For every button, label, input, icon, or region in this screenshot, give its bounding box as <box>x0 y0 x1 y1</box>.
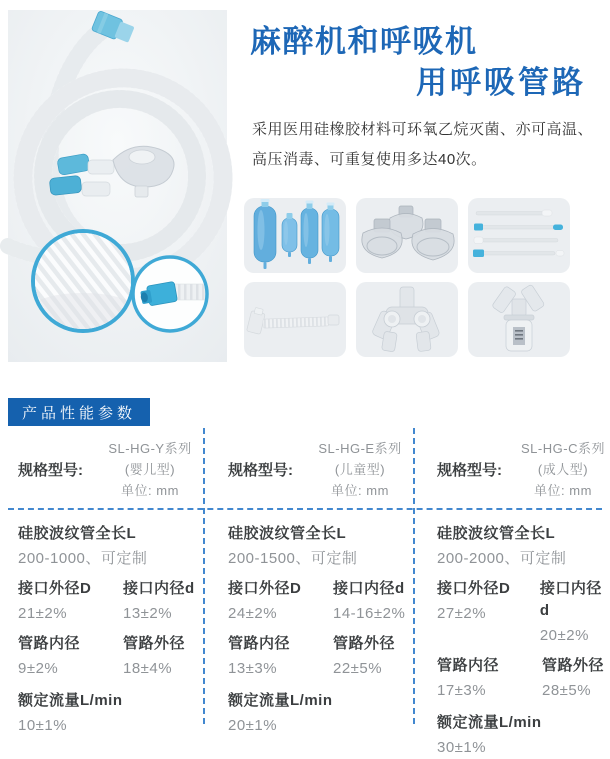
id-label: 接口内径d <box>333 580 405 597</box>
thumbnail-water-trap <box>468 282 570 357</box>
spec-column-adult <box>413 428 610 759</box>
od-value: 27±2% <box>437 605 487 622</box>
length-value: 200-1000、可定制 <box>18 550 148 567</box>
id-value: 13±2% <box>123 605 173 622</box>
tube-id-label: 管路内径 <box>18 635 81 652</box>
accessory-thumbnails <box>244 198 570 357</box>
length-label: 硅胶波纹管全长L <box>437 525 556 542</box>
thumbnail-y-piece <box>356 282 458 357</box>
id-label: 接口内径d <box>539 580 602 619</box>
product-description <box>252 115 597 175</box>
id-value: 20±2% <box>539 627 589 644</box>
spec-header <box>18 428 203 510</box>
spec-header <box>437 428 610 510</box>
tube-id-label: 管路内径 <box>437 657 500 674</box>
spec-column-child <box>203 428 413 737</box>
flow-label: 额定流量L/min <box>228 692 333 709</box>
tube-od-value: 18±4% <box>123 660 173 677</box>
flow-value: 20±1% <box>228 717 278 734</box>
suction-catheters-icon <box>468 198 570 273</box>
spec-table <box>0 428 610 756</box>
tube-od-value: 22±5% <box>333 660 383 677</box>
breathing-circuit-photo <box>8 10 227 362</box>
thumbnail-suction-catheters <box>468 198 570 273</box>
flow-label: 额定流量L/min <box>18 692 123 709</box>
tube-id-label: 管路内径 <box>228 635 291 652</box>
spec-type: (成人型) <box>537 461 589 477</box>
id-label: 接口内径d <box>123 580 195 597</box>
thumbnail-breathing-bags <box>244 198 346 273</box>
title-line-1: 麻醉机和呼吸机 <box>250 24 478 59</box>
spec-model-label: 规格型号: <box>437 461 502 479</box>
water-trap-icon <box>468 282 570 357</box>
anesthesia-masks-icon <box>356 198 458 273</box>
length-label: 硅胶波纹管全长L <box>18 525 137 542</box>
tube-id-value: 13±3% <box>228 660 278 677</box>
thumbnail-anesthesia-masks <box>356 198 458 273</box>
tube-id-value: 17±3% <box>437 682 487 699</box>
id-value: 14-16±2% <box>333 605 406 622</box>
length-label: 硅胶波纹管全长L <box>228 525 347 542</box>
od-label: 接口外径D <box>18 580 92 597</box>
flow-value: 30±1% <box>437 739 487 756</box>
spec-header <box>228 428 413 510</box>
spec-series: SL-HG-E系列 <box>318 440 402 456</box>
spec-series: SL-HG-Y系列 <box>108 440 192 456</box>
spec-type: (儿童型) <box>334 461 386 477</box>
spec-model-label: 规格型号: <box>18 461 83 479</box>
spec-unit: 单位: mm <box>534 482 592 498</box>
section-badge: 产品性能参数 <box>8 398 150 426</box>
od-value: 24±2% <box>228 605 278 622</box>
flow-value: 10±1% <box>18 717 68 734</box>
tube-od-label: 管路外径 <box>542 657 605 674</box>
spec-unit: 单位: mm <box>331 482 389 498</box>
title-line-2: 用呼吸管路 <box>416 65 586 100</box>
od-label: 接口外径D <box>228 580 302 597</box>
spec-unit: 单位: mm <box>121 482 179 498</box>
tube-od-value: 28±5% <box>542 682 592 699</box>
tube-id-value: 9±2% <box>18 660 59 677</box>
od-value: 21±2% <box>18 605 68 622</box>
page-title <box>250 22 586 104</box>
spec-series: SL-HG-C系列 <box>521 440 605 456</box>
thumbnail-catheter-mount <box>244 282 346 357</box>
length-value: 200-2000、可定制 <box>437 550 567 567</box>
breathing-circuit-illustration <box>8 10 227 362</box>
breathing-bags-icon <box>244 198 346 273</box>
spec-type: (婴儿型) <box>124 461 176 477</box>
tube-od-label: 管路外径 <box>333 635 396 652</box>
spec-model-label: 规格型号: <box>228 461 293 479</box>
length-value: 200-1500、可定制 <box>228 550 358 567</box>
description-line-2: 高压消毒、可重复使用多达40次。 <box>252 151 487 168</box>
description-line-1: 采用医用硅橡胶材料可环氧乙烷灭菌、亦可高温、 <box>252 121 594 138</box>
od-label: 接口外径D <box>437 580 511 597</box>
y-piece-icon <box>356 282 458 357</box>
catheter-mount-icon <box>244 282 346 357</box>
flow-label: 额定流量L/min <box>437 714 542 731</box>
tube-od-label: 管路外径 <box>123 635 186 652</box>
spec-column-infant <box>8 428 203 737</box>
